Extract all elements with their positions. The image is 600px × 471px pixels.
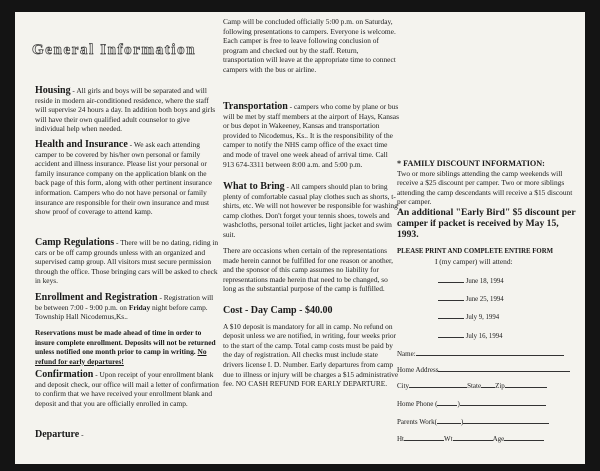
what-to-bring-section — [223, 182, 399, 240]
enrollment-text-2: night before camp. Township Hall Nicodemus,Ks.. — [35, 302, 208, 322]
enrollment-text-1: - Registration will be between 7:00 - 9:00 p.m. on — [35, 293, 214, 312]
transportation-section — [223, 102, 399, 169]
height-weight-age-field[interactable]: Ht Wt Age — [397, 433, 544, 443]
housing-heading: Housing — [35, 85, 71, 96]
enrollment-friday: Friday — [128, 302, 151, 312]
cost-text: A $10 deposit is mandatory for all in camp. No refund on deposit unless we are notified, in writing, four weeks prior to the start of the camp. Total camp costs must be paid by the day of registration. All checks must include state drivers license I. D. Number. Early departures from camp due to illness or injury will be charges a $15 administrative fee. NO CASH REFUND FOR EARLY DEPARTURE. — [223, 321, 399, 389]
liability-text: There are occasions when certain of the representations made herein cannot be fulfilled for one reason or another, and the sponsor of this camp assumes no liability for representations made herein that need to be changed, so long as the substantial purpose of the camp is fulfilled. — [223, 246, 394, 294]
cost-heading: Cost - Day Camp - $40.00 — [223, 305, 333, 316]
departure-section — [35, 430, 221, 440]
attend-text: I (my camper) will attend: — [435, 256, 513, 266]
reservations-text: Reservations must be made ahead of time in order to insure complete enrollment. Deposits will not be returned unless notified one month prior to camp in writing. — [35, 328, 216, 357]
date-option-2[interactable]: June 25, 1994 — [438, 293, 504, 303]
enrollment-heading: Enrollment and Registration — [35, 292, 158, 303]
home-phone-field[interactable]: Home Phone ( ) — [397, 398, 546, 408]
health-text: - We ask each attending camper to be covered by his/her own personal or family accident and illness insurance. Please list your personal or family insurance company on the application blank on the back page of this form, along with other pertinent insurance information. Campers who do not have personal or family insurance are responsible for their own insurance and must show proof of coverage to attend kamp. — [35, 140, 212, 217]
home-address-field[interactable]: Home Address — [397, 364, 570, 374]
departure-continued-text: Camp will be concluded officially 5:00 p.m. on Saturday, following presentations to campers. Everyone is welcome. Each camper is free to leave following conclusion of program and checked out by the staff. Return, transportation will leave at the appropriate time to connect campers with the bus or airline. — [223, 17, 396, 74]
health-section — [35, 140, 221, 217]
transportation-text: - campers who come by plane or bus will be met by staff members at the airport of Hays, Kansas or bus depot in Wakeeney, Kansas and transportation provided to Nicodemus, Ks.. It is the responsibility of the camper to notify the NHS camp office of the exact time and mode of travel one week ahead of arrival time. Call 913 674-3311 between 8:00 a.m. and 5:00 p.m. — [223, 102, 399, 169]
what-to-bring-heading: What to Bring — [223, 181, 285, 192]
form-instructions — [397, 247, 579, 266]
enrollment-section — [35, 293, 221, 322]
cost-section — [223, 306, 399, 389]
reservations-section — [35, 328, 221, 366]
regulations-text: - There will be no dating, riding in cars or be off camp grounds unless with an organized and supervised camp group. All visitors must secure permission through the office. Those bringing cars will be asked to check in keys. — [35, 238, 219, 286]
name-field[interactable]: Name: — [397, 348, 564, 358]
early-bird-text: An additional "Early Bird" $5 discount per camper if packet is received by May 15, 1993. — [397, 206, 576, 240]
page-title: General Information — [32, 42, 197, 58]
no-refund-note: No refund for early departures! — [35, 347, 207, 366]
transportation-heading: Transportation — [223, 101, 288, 112]
print-heading: PLEASE PRINT AND COMPLETE ENTIRE FORM — [397, 248, 554, 255]
parents-work-field[interactable]: Parents Work( ) — [397, 416, 549, 426]
document-page — [15, 12, 585, 464]
departure-heading: Departure — [35, 429, 80, 440]
family-discount-heading: * FAMILY DISCOUNT INFORMATION: — [397, 159, 545, 168]
regulations-section — [35, 238, 221, 286]
confirmation-section — [35, 370, 221, 408]
departure-text: - — [79, 430, 84, 439]
date-option-3[interactable]: July 9, 1994 — [438, 311, 499, 321]
confirmation-text: - Upon receipt of your enrollment blank and deposit check, our office will mail a letter of confirmation to confirm that we have received your enrollment blank and deposit and that you are officially enrolled in camp. — [35, 370, 219, 408]
date-option-4[interactable]: July 16, 1994 — [438, 330, 503, 340]
housing-text: - All girls and boys will be separated and will reside in modern air-conditioned residence, where the staff will supervise 24 hours a day. In addition both boys and girls will have their own qualified adult counselor to give individual help when needed. — [35, 86, 216, 134]
departure-continued — [223, 17, 401, 75]
date-option-1[interactable]: June 18, 1994 — [438, 275, 504, 285]
housing-section — [35, 86, 221, 134]
health-heading: Health and Insurance — [35, 139, 128, 150]
confirmation-heading: Confirmation — [35, 369, 94, 380]
family-discount-section — [397, 159, 579, 240]
liability-section — [223, 246, 399, 294]
regulations-heading: Camp Regulations — [35, 237, 115, 248]
what-to-bring-text: - All campers should plan to bring plenty of comfortable casual play clothes such as shorts, t-shirts, etc. We will not however be responsible for washing camp clothes. Don't forget your tennis shoes, towels and washcloths, personal toilet articles, light jacket and swim suit. — [223, 182, 398, 239]
city-state-zip-field[interactable]: City State Zip — [397, 380, 547, 390]
family-discount-text: Two or more siblings attending the camp weekends will receive a $25 discount per camper. Two or more siblings attending the camp descendants will receive a $15 discount per camper. — [397, 168, 573, 207]
